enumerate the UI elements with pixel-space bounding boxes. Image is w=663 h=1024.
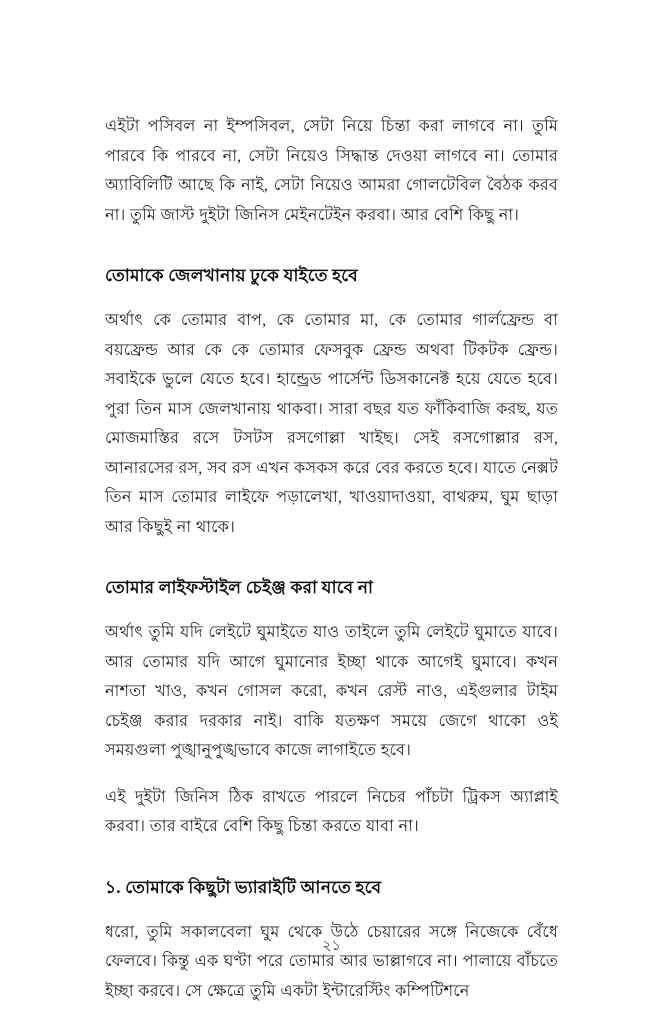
section-heading-variety: ১. তোমাকে কিছুটা ভ্যারাইটি আনতে হবে <box>105 877 382 897</box>
paragraph: অর্থাৎ তুমি যদি লেইটে ঘুমাইতে যাও তাইলে তুমি লেইটে ঘুমাতে যাবে। আর তোমার যদি আগে ঘুমানোর ইচ্ছা থাকে আগেই ঘুমাবে। কখন নাশতা খাও, কখন গোসল করো, কখন রেস্ট নাও, এইগুলার টাইম চেইঞ্জ করার দরকার নাই। বাকি যতক্ষণ সময়ে জেগে থাকো ওই সময়গুলা পুঙ্খানুপুঙ্খভাবে কাজে লাগাইতে হবে। <box>105 623 558 759</box>
section-heading-lifestyle: তোমার লাইফস্টাইল চেইঞ্জ করা যাবে না <box>105 578 374 597</box>
paragraph: এইটা পসিবল না ইম্পসিবল, সেটা নিয়ে চিন্তা করা লাগবে না। তুমি পারবে কি পারবে না, সেটা নিয়েও সিদ্ধান্ত দেওয়া লাগবে না। তোমার অ্যাবিলিটি আছে কি নাই, সেটা নিয়েও আমরা গোলটেবিল বৈঠক করব না। তুমি জাস্ট দুইটা জিনিস মেইনটেইন করবা। আর বেশি কিছু না। <box>105 117 558 224</box>
paragraph: এই দুইটা জিনিস ঠিক রাখতে পারলে নিচের পাঁচটা ট্রিকস অ্যাপ্লাই করবা। তার বাইরে বেশি কিছু চিন্তা করতে যাবা না। <box>105 787 558 835</box>
paragraph: ধরো, তুমি সকালবেলা ঘুম থেকে উঠে চেয়ারের সঙ্গে নিজেকে বেঁধে ফেলবে। কিন্তু এক ঘণ্টা পরে তোমার আর ভাল্লাগবে না। পালায়ে বাঁচতে ইচ্ছা করবে। সে ক্ষেত্রে তুমি একটা ইন্টারেস্টিং কম্পিটিশনে <box>105 922 558 1000</box>
page-number: ২১ <box>322 938 341 954</box>
paragraph: অর্থাৎ কে তোমার বাপ, কে তোমার মা, কে তোমার গার্লফ্রেন্ড বা বয়ফ্রেন্ড আর কে কে তোমার ফেসবুক ফ্রেন্ড অথবা টিকটক ফ্রেন্ড। সবাইকে ভুলে যেতে হবে। হান্ড্রেড পার্সেন্ট ডিসকানেক্ট হয়ে যেতে হবে। পুরা তিন মাস জেলখানায় থাকবা। সারা বছর যত ফাঁকিবাজি করছ, যত মোজমাস্তির রসে টসটস রসগোল্লা খাইছ। সেই রসগোল্লার রস, আনারসের রস, সব রস এখন কসকস করে বের করতে হবে। যাতে নেক্সট তিন মাস তোমার লাইফে পড়ালেখা, খাওয়াদাওয়া, বাথরুম, ঘুম ছাড়া আর কিছুই না থাকে। <box>105 311 558 536</box>
section-heading-jail: তোমাকে জেলখানায় ঢুকে যাইতে হবে <box>105 266 358 285</box>
page-text-column <box>105 112 558 1006</box>
